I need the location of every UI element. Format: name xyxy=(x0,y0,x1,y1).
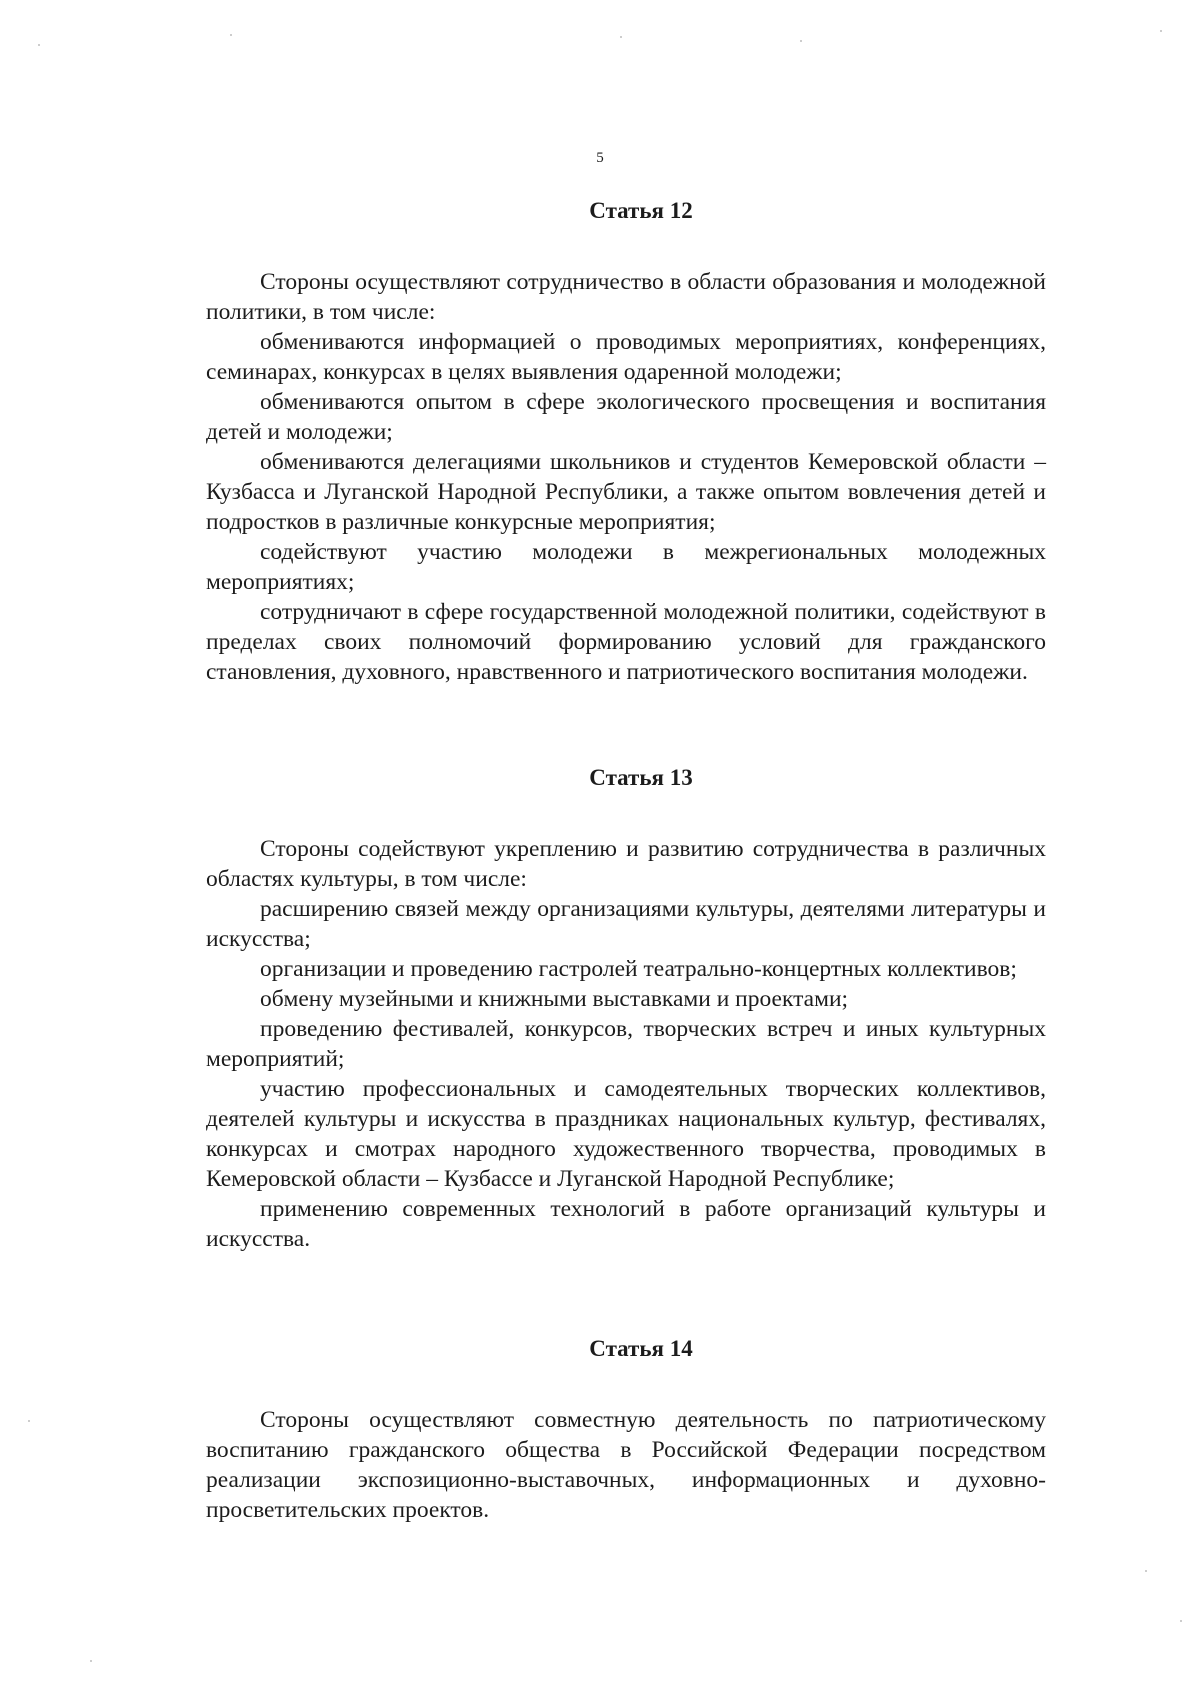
scan-speck xyxy=(28,1420,30,1422)
article-paragraph: участию профессиональных и самодеятельных творческих коллективов, деятелей культуры и искусства в праздниках национальных культур, фестивалях, конкурсах и смотрах народного художественного творчества, проводимых в Кемеровской области – Кузбассе и Луганской Народной Республике; xyxy=(206,1076,1046,1192)
article-paragraph: расширению связей между организациями культуры, деятелями литературы и искусства; xyxy=(206,896,1046,952)
article-paragraph: применению современных технологий в работе организаций культуры и искусства. xyxy=(206,1196,1046,1252)
article-body xyxy=(206,834,1046,1254)
article-paragraph: Стороны осуществляют сотрудничество в области образования и молодежной политики, в том числе: xyxy=(206,269,1046,325)
page-number: 5 xyxy=(596,150,604,166)
article-14 xyxy=(206,1335,1046,1525)
article-title: Статья 13 xyxy=(589,765,693,790)
article-body xyxy=(206,1405,1046,1525)
article-paragraph: содействуют участию молодежи в межрегиональных молодежных мероприятиях; xyxy=(206,539,1046,595)
article-paragraph: обмениваются опытом в сфере экологического просвещения и воспитания детей и молодежи; xyxy=(206,389,1046,445)
article-paragraph: Стороны содействуют укреплению и развитию сотрудничества в различных областях культуры, в том числе: xyxy=(206,836,1046,892)
scan-speck xyxy=(1145,1570,1147,1572)
article-12 xyxy=(206,197,1046,687)
article-paragraph: обмениваются делегациями школьников и студентов Кемеровской области – Кузбасса и Луганской Народной Республики, а также опытом вовлечения детей и подростков в различные конкурсные мероприятия; xyxy=(206,449,1046,535)
article-paragraph: Стороны осуществляют совместную деятельность по патриотическому воспитанию гражданского общества в Российской Федерации посредством реализации экспозиционно-выставочных, информационных и духовно-просветительских проектов. xyxy=(206,1407,1046,1523)
article-body xyxy=(206,267,1046,687)
scan-speck xyxy=(90,1660,92,1662)
article-13 xyxy=(206,764,1046,1254)
article-paragraph: обмениваются информацией о проводимых мероприятиях, конференциях, семинарах, конкурсах в целях выявления одаренной молодежи; xyxy=(206,329,1046,385)
scan-speck xyxy=(800,40,802,42)
article-paragraph: организации и проведению гастролей театрально-концертных коллективов; xyxy=(260,956,1017,982)
article-title: Статья 14 xyxy=(589,1336,693,1361)
scan-speck xyxy=(1160,30,1162,32)
scan-speck xyxy=(1180,1620,1182,1622)
article-paragraph: обмену музейными и книжными выставками и проектами; xyxy=(260,986,849,1012)
article-paragraph: сотрудничают в сфере государственной молодежной политики, содействуют в пределах своих полномочий формированию условий для гражданского становления, духовного, нравственного и патриотического воспитания молодежи. xyxy=(206,599,1046,685)
article-paragraph: проведению фестивалей, конкурсов, творческих встреч и иных культурных мероприятий; xyxy=(206,1016,1046,1072)
scan-speck xyxy=(38,44,40,46)
scan-speck xyxy=(230,34,232,36)
article-title: Статья 12 xyxy=(589,198,693,223)
scan-speck xyxy=(620,36,622,38)
